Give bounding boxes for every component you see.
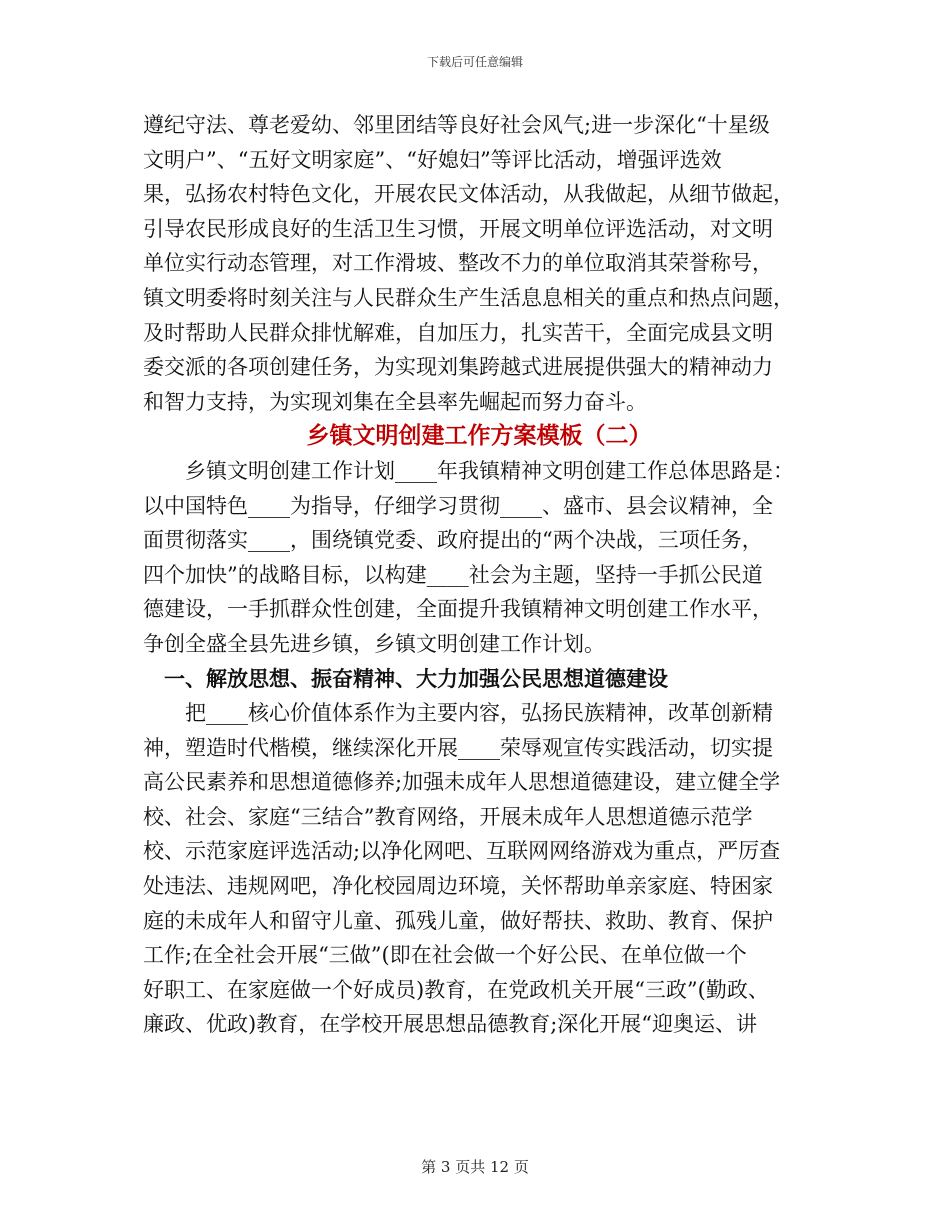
paragraph-intro (143, 454, 815, 662)
text-line: 乡镇文明创建工作计划____年我镇精神文明创建工作总体思路是： (185, 458, 794, 483)
text-line: 德建设，一手抓群众性创建，全面提升我镇精神文明创建工作水平， (143, 597, 773, 622)
text-line: 庭的未成年人和留守儿童、孤残儿童，做好帮扶、救助、教育、保护 (143, 908, 773, 933)
page-number: 第 3 页共 12 页 (421, 1158, 529, 1176)
text-line: 以中国特色____为指导，仔细学习贯彻____、盛市、县会议精神，全 (143, 493, 773, 518)
text-line: 争创全盛全县先进乡镇，乡镇文明创建工作计划。 (143, 631, 605, 656)
document-body (143, 108, 815, 1042)
text-line: 镇文明委将时刻关注与人民群众生产生活息息相关的重点和热点问题， (143, 285, 794, 310)
text-line: 处违法、违规网吧，净化校园周边环境，关怀帮助单亲家庭、特困家 (143, 874, 773, 899)
text-line: 四个加快”的战略目标，以构建____社会为主题，坚持一手抓公民道 (143, 562, 763, 587)
text-line: 把____核心价值体系作为主要内容，弘扬民族精神，改革创新精 (185, 701, 773, 726)
text-line: 引导农民形成良好的生活卫生习惯，开展文明单位评选活动，对文明 (143, 216, 773, 241)
text-line: 文明户”、“五好文明家庭”、“好媳妇”等评比活动，增强评选效 (143, 147, 722, 172)
text-line: 遵纪守法、尊老爱幼、邻里团结等良好社会风气;进一步深化“十星级 (143, 113, 770, 137)
text-line: 校、社会、家庭“三结合”教育网络，开展未成年人思想道德示范学 (143, 804, 753, 829)
text-line: 廉政、优政)教育，在学校开展思想品德教育;深化开展“迎奥运、讲 (143, 1012, 758, 1037)
text-line: 好职工、在家庭做一个好成员)教育，在党政机关开展“三政”(勤政、 (143, 977, 769, 1002)
text-line: 面贯彻落实____，围绕镇党委、政府提出的“两个决战，三项任务， (143, 528, 763, 553)
text-line: 高公民素养和思想道德修养;加强未成年人思想道德建设，建立健全学 (143, 770, 781, 795)
text-line: 果，弘扬农村特色文化，开展农民文体活动，从我做起，从细节做起， (143, 182, 794, 207)
page-header-note: 下载后可任意编辑 (426, 55, 523, 69)
text-line: 委交派的各项创建任务，为实现刘集跨越式进展提供强大的精神动力 (143, 355, 773, 380)
text-line: 和智力支持，为实现刘集在全县率先崛起而努力奋斗。 (143, 389, 647, 414)
text-line: 校、示范家庭评选活动;以净化网吧、互联网网络游戏为重点，严厉查 (143, 839, 781, 864)
text-line: 单位实行动态管理，对工作滑坡、整改不力的单位取消其荣誉称号， (143, 251, 773, 276)
subsection-heading: 一、解放思想、振奋精神、大力加强公民思想道德建设 (164, 665, 668, 691)
section-title: 乡镇文明创建工作方案模板（二） (306, 422, 652, 450)
text-line: 神，塑造时代楷模，继续深化开展____荣辱观宣传实践活动，切实提 (143, 735, 773, 760)
paragraph-continued (143, 108, 815, 419)
paragraph-section-one (143, 696, 815, 1042)
text-line: 工作;在全社会开展“三做”(即在社会做一个好公民、在单位做一个 (143, 943, 747, 968)
text-line: 及时帮助人民群众排忧解难，自加压力，扎实苦干，全面完成县文明 (143, 320, 773, 345)
